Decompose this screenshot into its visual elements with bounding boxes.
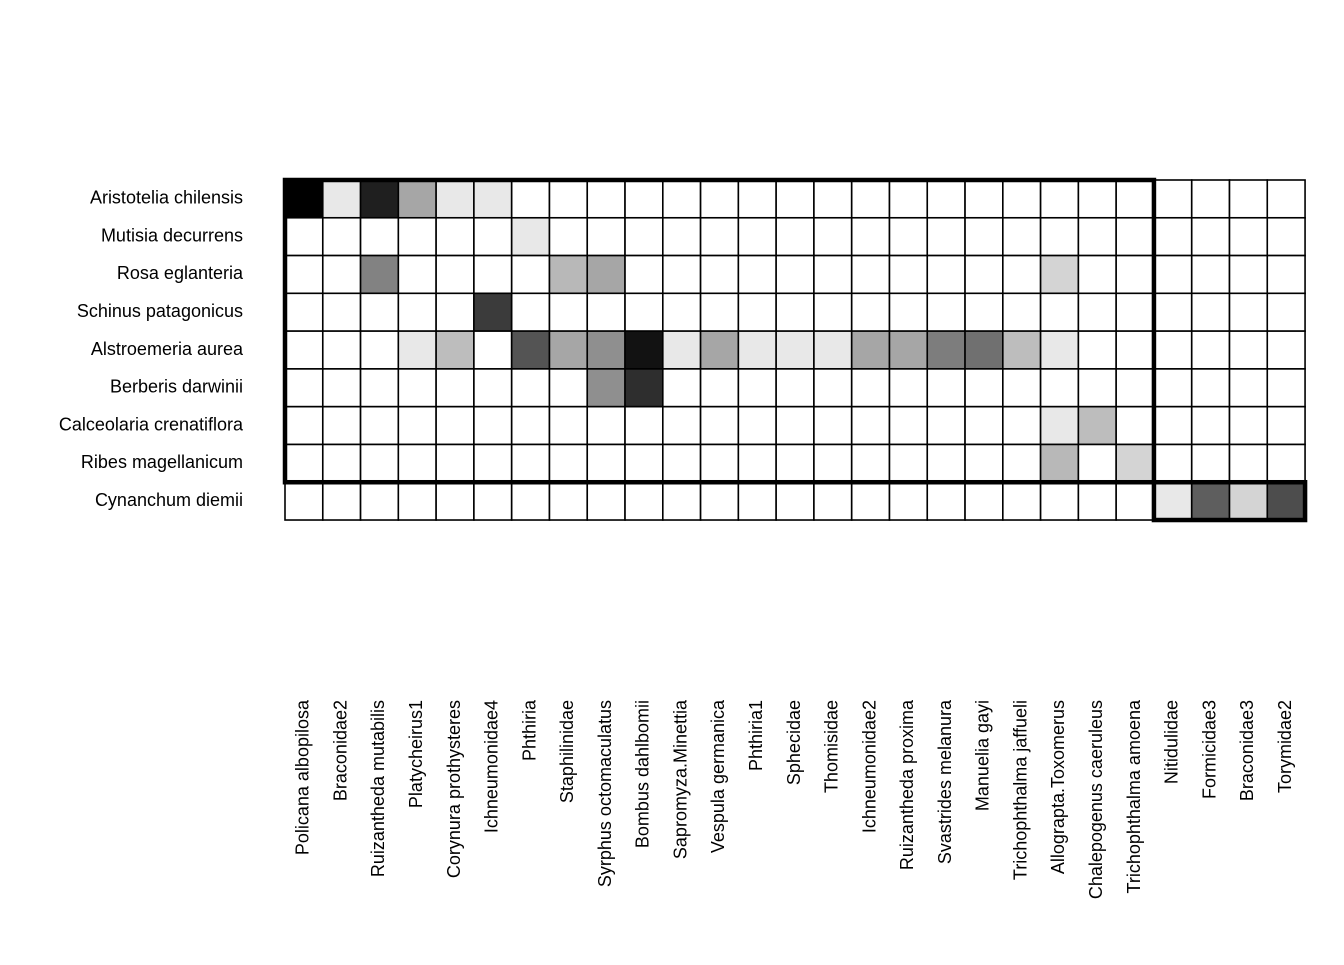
column-label: Phthiria1 <box>746 700 766 772</box>
heatmap-cell <box>474 256 512 294</box>
heatmap-cell <box>361 293 399 331</box>
heatmap-cell <box>625 331 663 369</box>
heatmap-cell <box>1116 331 1154 369</box>
heatmap-cell <box>474 369 512 407</box>
heatmap-cell <box>1154 482 1192 520</box>
heatmap-cell <box>776 407 814 445</box>
heatmap-cell <box>1003 444 1041 482</box>
heatmap-cell <box>1192 482 1230 520</box>
heatmap-cell <box>1116 407 1154 445</box>
heatmap-cell <box>852 218 890 256</box>
heatmap-cell <box>663 369 701 407</box>
heatmap-cell <box>625 293 663 331</box>
heatmap-cell <box>436 293 474 331</box>
heatmap-cell <box>814 218 852 256</box>
heatmap-cell <box>1154 180 1192 218</box>
heatmap-cell <box>814 369 852 407</box>
column-label: Braconidae3 <box>1237 700 1258 802</box>
heatmap-cell <box>323 293 361 331</box>
heatmap-cell <box>285 293 323 331</box>
heatmap-cell <box>323 180 361 218</box>
heatmap-cell <box>323 218 361 256</box>
heatmap-cell <box>436 369 474 407</box>
heatmap-cell <box>1230 444 1268 482</box>
heatmap-cell <box>1267 218 1305 256</box>
heatmap-cell <box>549 369 587 407</box>
heatmap-cell <box>776 444 814 482</box>
heatmap-cell <box>1116 256 1154 294</box>
heatmap-cell <box>852 293 890 331</box>
heatmap-cell <box>1003 407 1041 445</box>
column-label: Sapromyza.Minettia <box>670 700 691 860</box>
heatmap-cell <box>1003 256 1041 294</box>
heatmap-cell <box>814 256 852 294</box>
heatmap-cell <box>323 444 361 482</box>
heatmap-cell <box>398 444 436 482</box>
heatmap-cell <box>1078 407 1116 445</box>
heatmap-cell <box>587 369 625 407</box>
heatmap-cell <box>549 293 587 331</box>
heatmap-cell <box>1230 218 1268 256</box>
heatmap-cell <box>738 369 776 407</box>
heatmap-cell <box>512 331 550 369</box>
heatmap-cell <box>663 293 701 331</box>
heatmap-cell <box>927 407 965 445</box>
heatmap-cell <box>587 180 625 218</box>
column-label: Chalepogenus caeruleus <box>1086 700 1107 900</box>
heatmap-cell <box>474 180 512 218</box>
heatmap-cell <box>323 256 361 294</box>
heatmap-cell <box>512 369 550 407</box>
heatmap-cell <box>701 369 739 407</box>
row-label: Berberis darwinii <box>109 376 243 397</box>
heatmap-cell <box>776 218 814 256</box>
heatmap-cell <box>1003 482 1041 520</box>
heatmap-cell <box>285 331 323 369</box>
heatmap-cell <box>889 256 927 294</box>
heatmap-cell <box>889 218 927 256</box>
heatmap-cell <box>889 482 927 520</box>
heatmap-cell <box>1041 218 1079 256</box>
heatmap-cell <box>776 180 814 218</box>
column-label: Platycheirus1 <box>405 700 426 809</box>
heatmap-cell <box>1078 331 1116 369</box>
heatmap-cell <box>1154 407 1192 445</box>
column-label: Bombus dahlbomii <box>632 700 653 849</box>
heatmap-cell <box>1267 180 1305 218</box>
heatmap-cell <box>436 256 474 294</box>
column-label: Nitidulidae <box>1161 700 1182 785</box>
row-labels <box>59 188 244 510</box>
heatmap-cell <box>889 331 927 369</box>
heatmap-cell <box>1078 444 1116 482</box>
heatmap-cell <box>512 218 550 256</box>
heatmap-cell <box>1230 482 1268 520</box>
heatmap-cell <box>814 180 852 218</box>
heatmap-cell <box>398 407 436 445</box>
heatmap-cell <box>1230 407 1268 445</box>
row-label: Alstroemeria aurea <box>90 338 243 359</box>
heatmap-cell <box>738 180 776 218</box>
heatmap-cell <box>1003 180 1041 218</box>
heatmap-cell <box>285 218 323 256</box>
heatmap-cell <box>323 369 361 407</box>
heatmap-cell <box>1267 369 1305 407</box>
heatmap-cell <box>398 180 436 218</box>
heatmap-cell <box>474 444 512 482</box>
heatmap-cell <box>1192 369 1230 407</box>
heatmap-cell <box>587 407 625 445</box>
heatmap-cell <box>1078 482 1116 520</box>
heatmap-cell <box>927 482 965 520</box>
heatmap-cell <box>701 444 739 482</box>
heatmap-cell <box>852 331 890 369</box>
heatmap-cell <box>398 369 436 407</box>
heatmap-cell <box>587 444 625 482</box>
heatmap-cell <box>512 293 550 331</box>
heatmap-cell <box>1230 293 1268 331</box>
heatmap-cell <box>625 482 663 520</box>
heatmap-cell <box>814 444 852 482</box>
heatmap-cell <box>285 482 323 520</box>
row-label: Ribes magellanicum <box>80 452 243 473</box>
heatmap-cell <box>474 331 512 369</box>
heatmap-cell <box>1192 331 1230 369</box>
column-label: Vespula germanica <box>708 700 729 854</box>
column-label: Trichophthalma jaffueli <box>1010 699 1031 881</box>
heatmap-cell <box>1230 331 1268 369</box>
heatmap-cell <box>776 293 814 331</box>
heatmap-cell <box>625 180 663 218</box>
heatmap-cell <box>965 369 1003 407</box>
row-label: Aristotelia chilensis <box>89 187 243 208</box>
row-label: Rosa eglanteria <box>116 263 243 284</box>
heatmap-cell <box>549 180 587 218</box>
heatmap-cell <box>776 369 814 407</box>
heatmap-cell <box>1192 293 1230 331</box>
heatmap-cell <box>1041 407 1079 445</box>
heatmap-cell <box>927 218 965 256</box>
column-label: Syrphus octomaculatus <box>594 700 615 888</box>
heatmap-cell <box>776 256 814 294</box>
heatmap-cell <box>625 444 663 482</box>
heatmap-cell <box>1267 444 1305 482</box>
column-label: Svastrides melanura <box>934 700 955 865</box>
heatmap-cell <box>927 256 965 294</box>
heatmap-cell <box>361 218 399 256</box>
heatmap-cell <box>512 482 550 520</box>
heatmap-cell <box>1192 256 1230 294</box>
heatmap-cell <box>436 180 474 218</box>
column-label: Formicidae3 <box>1199 700 1220 800</box>
heatmap-cell <box>738 444 776 482</box>
heatmap-cell <box>965 482 1003 520</box>
heatmap-cell <box>965 180 1003 218</box>
heatmap-cell <box>738 331 776 369</box>
heatmap-cell <box>587 482 625 520</box>
heatmap-cell <box>474 407 512 445</box>
heatmap-cell <box>361 256 399 294</box>
heatmap-cell <box>663 482 701 520</box>
heatmap-cell <box>738 482 776 520</box>
heatmap-cell <box>814 407 852 445</box>
heatmap-cell <box>1041 331 1079 369</box>
heatmap-cell <box>1041 369 1079 407</box>
heatmap-cell <box>889 444 927 482</box>
heatmap-cell <box>323 331 361 369</box>
heatmap-cell <box>927 180 965 218</box>
heatmap-cell <box>889 293 927 331</box>
heatmap-cell <box>1192 218 1230 256</box>
heatmap-cell <box>814 293 852 331</box>
heatmap-cell <box>1003 369 1041 407</box>
heatmap-cell <box>852 407 890 445</box>
heatmap-cell <box>398 331 436 369</box>
heatmap-cell <box>663 218 701 256</box>
column-label: Ichneumonidae4 <box>481 700 502 834</box>
heatmap-cell <box>474 482 512 520</box>
row-label: Mutisia decurrens <box>100 225 243 246</box>
heatmap-cell <box>1267 407 1305 445</box>
heatmap-cell <box>474 293 512 331</box>
heatmap-cell <box>587 293 625 331</box>
heatmap-cell <box>701 407 739 445</box>
heatmap-cell <box>1230 256 1268 294</box>
heatmap-cell <box>512 444 550 482</box>
column-label: Torymidae2 <box>1274 700 1295 794</box>
heatmap-cell <box>398 256 436 294</box>
column-label: Ichneumonidae2 <box>859 700 880 834</box>
heatmap-cell <box>927 444 965 482</box>
heatmap-cell <box>1192 180 1230 218</box>
heatmap-cell <box>965 256 1003 294</box>
heatmap-cell <box>625 369 663 407</box>
heatmap-cell <box>852 444 890 482</box>
heatmap-cell <box>852 180 890 218</box>
row-label: Schinus patagonicus <box>76 300 243 321</box>
heatmap-cell <box>663 407 701 445</box>
heatmap-cell <box>965 444 1003 482</box>
heatmap-cell <box>323 482 361 520</box>
heatmap-cell <box>285 180 323 218</box>
column-label: Manuelia gayi <box>972 699 993 812</box>
heatmap-cell <box>549 218 587 256</box>
heatmap-cell <box>549 331 587 369</box>
heatmap-cell <box>361 180 399 218</box>
row-label: Cynanchum diemii <box>94 489 243 510</box>
heatmap-cell <box>1154 293 1192 331</box>
heatmap-cell <box>436 407 474 445</box>
heatmap-cell <box>398 482 436 520</box>
heatmap-cell <box>285 407 323 445</box>
heatmap-cell <box>1041 256 1079 294</box>
heatmap-cell <box>738 293 776 331</box>
heatmap-cell <box>701 218 739 256</box>
heatmap-cell <box>1116 482 1154 520</box>
heatmap-cell <box>663 444 701 482</box>
heatmap-cell <box>587 218 625 256</box>
column-label: Ruizantheda proxima <box>897 700 918 871</box>
heatmap-cell <box>323 407 361 445</box>
heatmap-cell <box>587 256 625 294</box>
heatmap-cell <box>1154 444 1192 482</box>
heatmap-cell <box>549 407 587 445</box>
heatmap-cell <box>1230 369 1268 407</box>
heatmap-cell <box>663 256 701 294</box>
heatmap-cell <box>436 331 474 369</box>
heatmap-cell <box>701 331 739 369</box>
heatmap-cell <box>285 444 323 482</box>
heatmap-cell <box>436 444 474 482</box>
heatmap-cell <box>512 256 550 294</box>
column-label: Thomisidae <box>821 700 842 794</box>
heatmap-cell <box>852 369 890 407</box>
heatmap-cell <box>1041 180 1079 218</box>
heatmap-cell <box>1192 444 1230 482</box>
heatmap-cell <box>1116 293 1154 331</box>
heatmap-cell <box>361 369 399 407</box>
heatmap-cell <box>889 369 927 407</box>
heatmap-cell <box>474 218 512 256</box>
heatmap-cell <box>1003 293 1041 331</box>
heatmap-cell <box>852 482 890 520</box>
column-label: Corynura prothysteres <box>443 700 464 879</box>
heatmap-cell <box>1041 293 1079 331</box>
row-label: Calceolaria crenatiflora <box>58 414 243 435</box>
heatmap-cell <box>1078 180 1116 218</box>
heatmap-cell <box>663 180 701 218</box>
heatmap-cell <box>1003 331 1041 369</box>
heatmap-cell <box>1116 180 1154 218</box>
heatmap-cell <box>398 293 436 331</box>
heatmap-cell <box>587 331 625 369</box>
heatmap-cell <box>738 218 776 256</box>
heatmap-cell <box>776 331 814 369</box>
heatmap-cell <box>1192 407 1230 445</box>
heatmap-cell <box>1116 369 1154 407</box>
heatmap-cell <box>512 407 550 445</box>
heatmap-cell <box>436 482 474 520</box>
heatmap-cell <box>361 444 399 482</box>
heatmap-cell <box>549 256 587 294</box>
heatmap-cell <box>852 256 890 294</box>
heatmap-cell <box>965 331 1003 369</box>
heatmap-cell <box>549 444 587 482</box>
column-label: Phthiria <box>519 700 540 762</box>
heatmap-cell <box>512 180 550 218</box>
column-labels <box>293 699 1295 899</box>
heatmap-cell <box>1267 331 1305 369</box>
column-label: Ruizantheda mutabilis <box>368 700 389 878</box>
heatmap-cell <box>398 218 436 256</box>
heatmap-cell <box>549 482 587 520</box>
heatmap-cell <box>1267 293 1305 331</box>
heatmap-cell <box>738 407 776 445</box>
column-label: Trichophthalma amoena <box>1123 700 1144 894</box>
heatmap-cell <box>1267 256 1305 294</box>
heatmap-cell <box>965 293 1003 331</box>
heatmap-cell <box>927 369 965 407</box>
heatmap-cell <box>889 407 927 445</box>
column-label: Sphecidae <box>783 700 804 786</box>
heatmap-cell <box>701 482 739 520</box>
heatmap-cell <box>1041 482 1079 520</box>
heatmap-cell <box>285 256 323 294</box>
column-label: Allograpta.Toxomerus <box>1048 700 1069 875</box>
heatmap-cell <box>1078 293 1116 331</box>
heatmap-cell <box>927 331 965 369</box>
heatmap-cell <box>361 482 399 520</box>
heatmap-cell <box>965 407 1003 445</box>
heatmap-cell <box>1078 256 1116 294</box>
heatmap-cell <box>927 293 965 331</box>
heatmap-cell <box>701 180 739 218</box>
heatmap-cell <box>814 331 852 369</box>
heatmap-cell <box>361 331 399 369</box>
heatmap-cell <box>625 407 663 445</box>
heatmap-cell <box>1116 444 1154 482</box>
heatmap-cell <box>814 482 852 520</box>
heatmap-cell <box>1154 218 1192 256</box>
heatmap-cell <box>701 293 739 331</box>
heatmap-cell <box>965 218 1003 256</box>
heatmap-cell <box>285 369 323 407</box>
heatmap-cell <box>663 331 701 369</box>
heatmap-cell <box>1078 369 1116 407</box>
heatmap-cell <box>1154 256 1192 294</box>
heatmap-cell <box>1041 444 1079 482</box>
heatmap-cell <box>625 218 663 256</box>
heatmap-cell <box>361 407 399 445</box>
column-label: Policana albopilosa <box>292 700 313 856</box>
column-label: Staphilinidae <box>557 700 578 804</box>
heatmap-cell <box>436 218 474 256</box>
heatmap-cell <box>1230 180 1268 218</box>
heatmap-cell <box>1116 218 1154 256</box>
heatmap-cell <box>1154 331 1192 369</box>
heatmap-cell <box>776 482 814 520</box>
heatmap-cell <box>738 256 776 294</box>
column-label: Braconidae2 <box>330 700 351 802</box>
heatmap-cell <box>701 256 739 294</box>
heatmap-cell <box>1267 482 1305 520</box>
heatmap-cell <box>1078 218 1116 256</box>
heatmap-cell <box>1154 369 1192 407</box>
heatmap-cell <box>889 180 927 218</box>
heatmap-cell <box>625 256 663 294</box>
heatmap-cell <box>1003 218 1041 256</box>
